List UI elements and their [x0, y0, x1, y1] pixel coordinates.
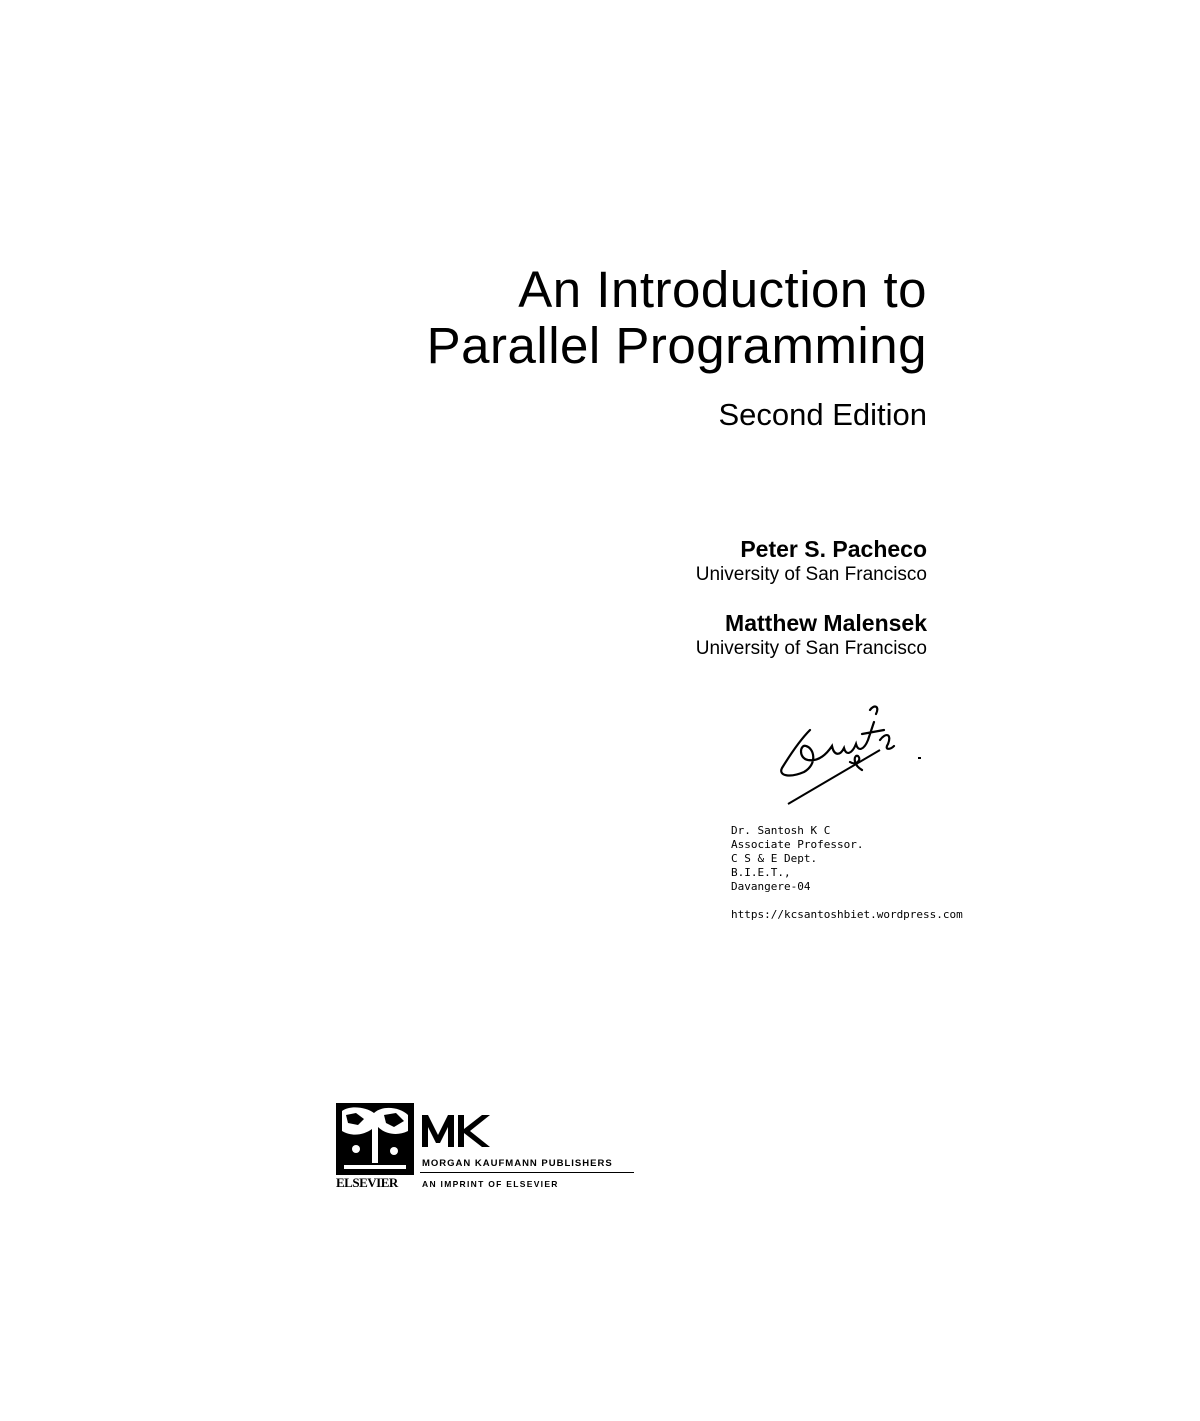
- imprint-name: MORGAN KAUFMANN PUBLISHERS: [422, 1158, 613, 1169]
- stamp-line: Associate Professor.: [731, 838, 864, 851]
- signature-stamp: [731, 824, 863, 894]
- stamp-line: B.I.E.T.,: [731, 866, 791, 879]
- imprint-note: AN IMPRINT OF ELSEVIER: [422, 1179, 559, 1189]
- elsevier-tree-logo: [336, 1103, 414, 1175]
- handwritten-signature: [770, 700, 930, 810]
- stamp-url: https://kcsantoshbiet.wordpress.com: [731, 908, 963, 921]
- edition-label: Second Edition: [718, 397, 927, 432]
- publisher-logo: [336, 1103, 646, 1193]
- author-affiliation: University of San Francisco: [695, 638, 927, 659]
- stamp-line: Dr. Santosh K C: [731, 824, 831, 837]
- elsevier-wordmark: ELSEVIER: [336, 1175, 398, 1190]
- book-title-line-2: Parallel Programming: [426, 317, 927, 374]
- author-name: Matthew Malensek: [725, 610, 927, 636]
- title-block: [427, 262, 927, 433]
- mk-logo: [420, 1111, 492, 1151]
- stamp-line: C S & E Dept.: [731, 852, 818, 865]
- author-affiliation: University of San Francisco: [695, 564, 927, 585]
- book-title-line-1: An Introduction to: [518, 261, 927, 318]
- ink-dot: [918, 757, 921, 759]
- author-list: [696, 535, 927, 683]
- imprint-divider: [420, 1172, 634, 1173]
- stamp-line: Davangere-04: [731, 880, 811, 893]
- author-name: Peter S. Pacheco: [740, 536, 927, 562]
